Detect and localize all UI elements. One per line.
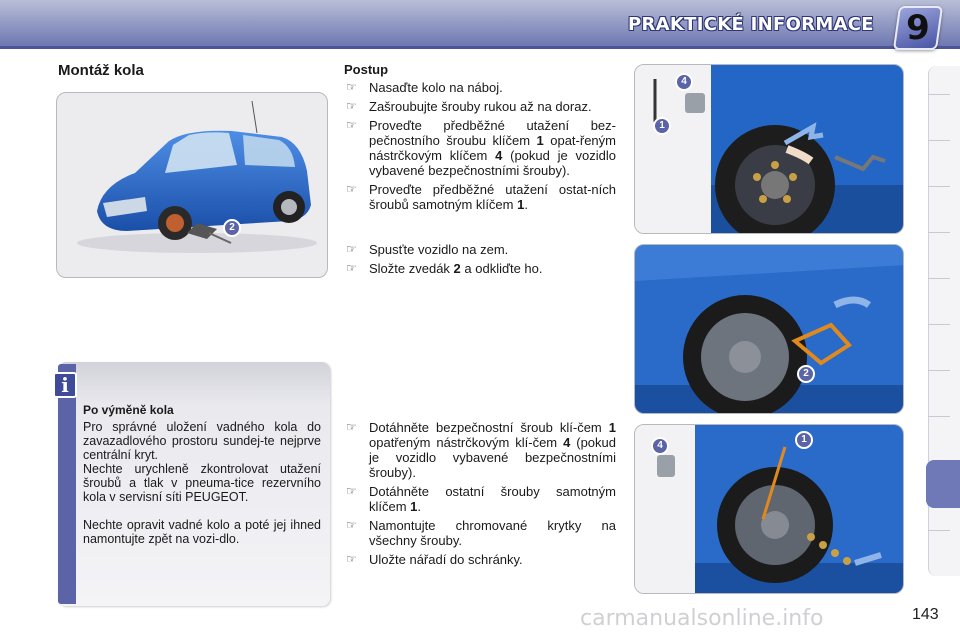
- callout-jack-2: 2: [223, 219, 241, 237]
- tab-divider: [928, 94, 950, 95]
- procedure-step: [344, 420, 616, 480]
- procedure-step: [344, 261, 616, 276]
- tab-chapter-9-active[interactable]: [926, 460, 960, 508]
- pointing-hand-icon: ☞: [346, 242, 357, 256]
- procedure-step: [344, 182, 616, 212]
- tab-divider: [928, 530, 950, 531]
- step-text: Nasaďte kolo na náboj.: [369, 80, 503, 95]
- procedure-step: [344, 242, 616, 257]
- callout-socket-4: 4: [651, 437, 669, 455]
- tab-divider: [928, 370, 950, 371]
- pointing-hand-icon: ☞: [346, 552, 357, 566]
- info-box-side-bar: [58, 364, 76, 604]
- part-reference-number: 4: [495, 148, 503, 163]
- step-text: Spusťte vozidlo na zem.: [369, 242, 509, 257]
- wheel-fitting-illustration: [635, 65, 904, 234]
- procedure-steps-group-2: [344, 242, 616, 280]
- step-text: Proveďte předběžné utažení bez-pečnostního šroubu klíčem: [369, 118, 616, 148]
- step-text: Složte zvedák: [369, 261, 454, 276]
- callout-wrench-1: 1: [653, 117, 671, 135]
- pointing-hand-icon: ☞: [346, 261, 357, 275]
- step-text: (pokud je vozidlo vybavené bezpečnostními šrouby).: [369, 435, 616, 480]
- step-text: a odkliďte ho.: [460, 261, 543, 276]
- info-box-title: Po výměně kola: [83, 403, 174, 417]
- step-text: .: [417, 499, 422, 514]
- pointing-hand-icon: ☞: [346, 118, 357, 132]
- pointing-hand-icon: ☞: [346, 484, 357, 498]
- figure-final-tightening: [634, 424, 904, 594]
- figure-car-on-jack: [56, 92, 328, 278]
- tab-divider: [928, 324, 950, 325]
- part-reference-number: 2: [453, 261, 461, 276]
- step-text: Dotáhněte ostatní šrouby samotným klíčem: [369, 484, 616, 514]
- header-underline: [0, 46, 960, 49]
- part-reference-number: 1: [536, 133, 544, 148]
- callout-wrench-1: 1: [795, 431, 813, 449]
- figure-fitting-bolts: [634, 64, 904, 234]
- pointing-hand-icon: ☞: [346, 420, 357, 434]
- step-text: Zašroubujte šrouby rukou až na doraz.: [369, 99, 592, 114]
- tab-divider: [928, 416, 950, 417]
- tab-divider: [928, 186, 950, 187]
- step-text: opat-řeným nástrčkovým klíčem: [369, 133, 616, 163]
- part-reference-number: 1: [517, 197, 525, 212]
- pointing-hand-icon: ☞: [346, 99, 357, 113]
- procedure-step: [344, 80, 616, 95]
- step-text: Proveďte předběžné utažení ostat-ních šroubů samotným klíčem: [369, 182, 616, 212]
- procedure-steps-group-3: [344, 420, 616, 571]
- info-icon: i: [53, 372, 77, 398]
- pointing-hand-icon: ☞: [346, 518, 357, 532]
- step-text: .: [524, 197, 528, 212]
- procedure-steps-group-1: [344, 80, 616, 216]
- info-paragraph: Nechte opravit vadné kolo a poté jej ihned namontujte zpět na vozi-dlo.: [83, 518, 321, 546]
- step-text: opatřeným nástrčkovým klí-čem: [369, 435, 564, 450]
- step-text: (pokud je vozidlo vybavené bezpečnostními šrouby).: [369, 148, 617, 178]
- tab-divider: [928, 232, 950, 233]
- final-tightening-illustration: [635, 425, 904, 594]
- callout-socket-4: 4: [675, 73, 693, 91]
- figure-folding-jack: [634, 244, 904, 414]
- chapter-title: PRAKTICKÉ INFORMACE: [628, 14, 874, 35]
- step-text: Dotáhněte bezpečnostní šroub klí-čem: [369, 420, 609, 435]
- pointing-hand-icon: ☞: [346, 80, 357, 94]
- info-paragraph: Nechte urychleně zkontrolovat utažení šroubů a tlak v pneuma-tice rezervního kola v servisní síti PEUGEOT.: [83, 462, 321, 504]
- procedure-title: Postup: [344, 62, 389, 77]
- callout-jack-2: 2: [797, 365, 815, 383]
- tab-divider: [928, 140, 950, 141]
- procedure-step: [344, 552, 616, 567]
- part-reference-number: 1: [410, 499, 418, 514]
- procedure-step: [344, 518, 616, 548]
- jack-folding-illustration: [635, 245, 904, 414]
- page-number: 143: [912, 606, 939, 623]
- step-text: Uložte nářadí do schránky.: [369, 552, 523, 567]
- chapter-number-badge: [893, 6, 943, 50]
- tab-divider: [928, 278, 950, 279]
- chapter-number: 9: [906, 8, 930, 48]
- info-paragraph: Pro správné uložení vadného kola do zavazadlového prostoru sundej-te nejprve centrální kryt.: [83, 420, 321, 462]
- pointing-hand-icon: ☞: [346, 182, 357, 196]
- procedure-step: [344, 118, 616, 178]
- part-reference-number: 1: [608, 420, 616, 435]
- step-text: Namontujte chromované krytky na všechny šrouby.: [369, 518, 616, 548]
- section-title: Montáž kola: [58, 62, 144, 79]
- procedure-step: [344, 484, 616, 514]
- procedure-step: [344, 99, 616, 114]
- watermark: carmanualsonline.info: [580, 606, 824, 631]
- part-reference-number: 4: [563, 435, 571, 450]
- car-illustration: [57, 93, 328, 278]
